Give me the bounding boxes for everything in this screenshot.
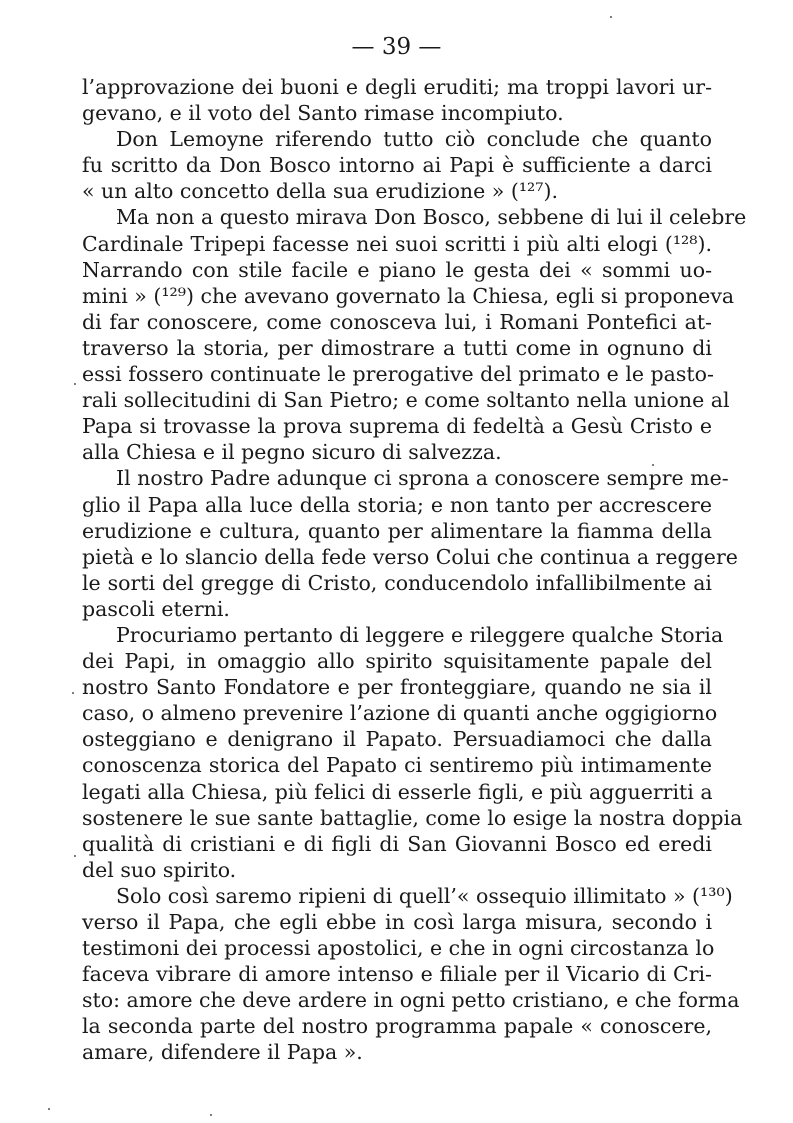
text-line: rali sollecitudini di San Pietro; e come soltanto nella unione al — [82, 388, 730, 413]
text-line: Ma non a questo mirava Don Bosco, sebbene di lui il celebre — [116, 205, 747, 230]
text-line: osteggiano e denigrano il Papato. Persuadiamoci che dalla — [82, 727, 712, 752]
text-line: sto: amore che deve ardere in ogni petto cristiano, e che forma — [82, 988, 740, 1013]
text-line: Procuriamo pertanto di leggere e rileggere qualche Storia — [116, 622, 724, 647]
text-line: le sorti del gregge di Cristo, conducendolo infallibilmente ai — [82, 570, 712, 595]
text-line: testimoni dei processi apostolici, e che in ogni circostanza lo — [82, 936, 715, 961]
text-line: del suo spirito. — [82, 857, 237, 882]
text-line: essi fossero continuate le prerogative del primato e le pasto- — [82, 362, 714, 387]
text-line: Papa si trovasse la prova suprema di fedeltà a Gesù Cristo e — [82, 414, 712, 439]
text-line: alla Chiesa e il pegno sicuro di salvezza. — [82, 440, 502, 465]
text-line: pascoli eterni. — [82, 596, 230, 621]
print-speck — [610, 16, 612, 18]
text-line: Il nostro Padre adunque ci sprona a conoscere sempre me- — [116, 466, 729, 491]
text-line: traverso la storia, per dimostrare a tutti come in ognuno di — [82, 335, 712, 360]
text-line: dei Papi, in omaggio allo spirito squisitamente papale del — [82, 649, 712, 674]
print-speck — [74, 855, 76, 857]
text-line: gevano, e il voto del Santo rimase incompiuto. — [82, 101, 564, 126]
text-line: caso, o almeno prevenire l’azione di quanti anche oggigiorno — [82, 701, 718, 726]
text-line: sostenere le sue sante battaglie, come lo esige la nostra doppia — [82, 805, 743, 830]
text-line: Don Lemoyne riferendo tutto ciò conclude che quanto — [116, 127, 712, 152]
text-line: verso il Papa, che egli ebbe in così larga misura, secondo i — [82, 910, 712, 934]
text-line: « un alto concetto della sua erudizione » (¹²⁷). — [82, 179, 558, 204]
text-line: fu scritto da Don Bosco intorno ai Papi è sufficiente a darci — [82, 153, 712, 178]
text-line: legati alla Chiesa, più felici di esserle figli, e più agguerriti a — [82, 779, 713, 804]
text-line: amare, difendere il Papa ». — [82, 1040, 363, 1065]
text-line: di far conoscere, come conosceva lui, i Romani Pontefici at- — [82, 309, 712, 334]
text-line: l’approvazione dei buoni e degli eruditi; ma troppi lavori ur- — [82, 75, 712, 99]
print-speck — [48, 1108, 50, 1110]
text-line: nostro Santo Fondatore e per fronteggiare, quando ne sia il — [82, 675, 712, 700]
text-line: Narrando con stile facile e piano le gesta dei « sommi uo- — [82, 257, 712, 282]
text-line: conoscenza storica del Papato ci sentiremo più intimamente — [82, 753, 712, 778]
text-line: la seconda parte del nostro programma papale « conoscere, — [82, 1014, 712, 1039]
text-line: Solo così saremo ripieni di quell’« ossequio illimitato » (¹³⁰) — [116, 883, 733, 908]
print-speck — [210, 1114, 212, 1116]
print-speck — [74, 383, 76, 385]
text-line: glio il Papa alla luce della storia; e non tanto per accrescere — [82, 492, 712, 517]
text-line: qualità di cristiani e di figli di San Giovanni Bosco ed eredi — [82, 831, 712, 856]
text-line: erudizione e cultura, quanto per alimentare la fiamma della — [82, 518, 712, 543]
page-number: — 39 — — [351, 34, 442, 60]
text-line: pietà e lo slancio della fede verso Colui che continua a reggere — [82, 544, 738, 569]
text-line: faceva vibrare di amore intenso e filiale per il Vicario di Cri- — [82, 962, 712, 987]
print-speck — [72, 692, 74, 694]
body-text — [82, 74, 747, 1066]
text-line: mini » (¹²⁹) che avevano governato la Chiesa, egli si proponeva — [82, 283, 735, 308]
print-speck — [652, 464, 654, 466]
text-line: Cardinale Tripepi facesse nei suoi scritti i più alti elogi (¹²⁸). — [82, 231, 712, 256]
